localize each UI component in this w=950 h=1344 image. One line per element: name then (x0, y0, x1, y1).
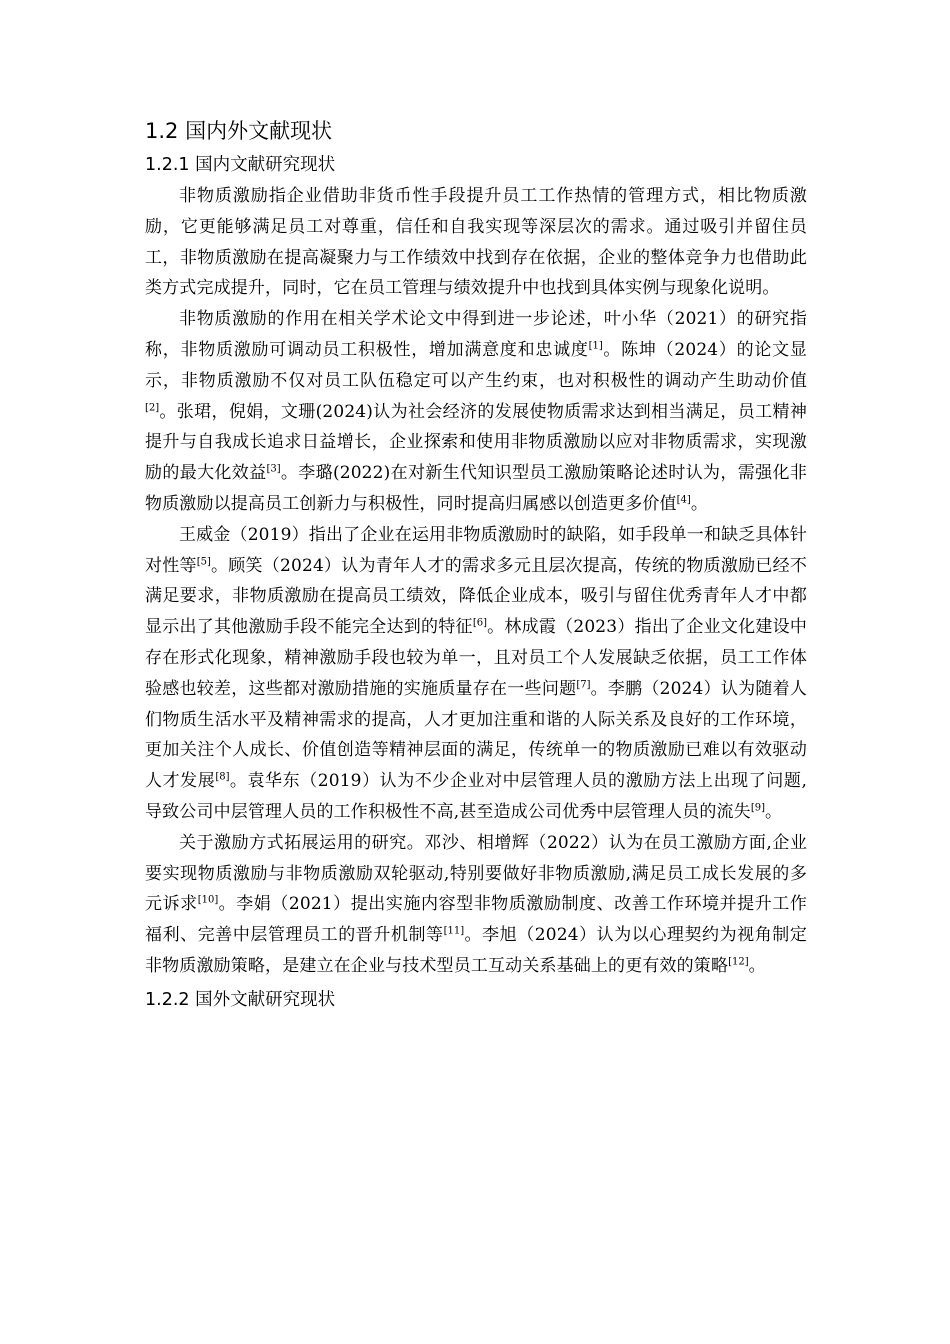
citation-marker: [1] (588, 340, 603, 352)
paragraph-text: 。李鹏（2024）认为随着人们物质生活水平及精神需求的提高，人才更加注重和谐的人际关系及良好的工作环境，更加关注个人成长、价值创造等精神层面的满足，传统单一的物质激励已难以有效驱动人才发展 (145, 678, 807, 792)
paragraph-text: 。李旭（2024）认为以心理契约为视角制定非物质激励策略，是建立在企业与技术型员工互动关系基础上的更有效的策略 (145, 925, 807, 976)
document-page (145, 113, 807, 1016)
paragraph-text: 。林成霞（2023）指出了企业文化建设中存在形式化现象，精神激励手段也较为单一，且对员工个人发展缺乏依据，员工工作体验感也较差，这些都对激励措施的实施质量存在一些问题 (145, 617, 807, 699)
citation-marker: [2] (145, 401, 160, 413)
citation-marker: [9] (750, 802, 765, 814)
paragraph-text: 。张珺，倪娟，文珊(2024)认为社会经济的发展使物质需求达到相当满足，员工精神提升与自我成长追求日益增长，企业探索和使用非物质激励以应对非物质需求，实现激励的最大化效益 (145, 401, 807, 484)
paragraph (145, 828, 807, 982)
paragraph-text: 。 (690, 493, 708, 514)
paragraph-text: 王威金（2019）指出了企业在运用非物质激励时的缺陷，如手段单一和缺乏具体针对性等 (145, 524, 807, 576)
section-heading: 1.2 国内外文献现状 (145, 119, 333, 143)
paragraph-text: 。袁华东（2019）认为不少企业对中层管理人员的激励方法上出现了问题,导致公司中层管理人员的工作积极性不高,甚至造成公司优秀中层管理人员的流失 (145, 771, 807, 822)
subsection-heading-domestic: 1.2.1 国内文献研究现状 (145, 155, 336, 175)
citation-marker: [6] (472, 617, 487, 629)
citation-marker: [8] (215, 771, 230, 783)
paragraph-text: 。陈坤（2024）的论文显示，非物质激励不仅对员工队伍稳定可以产生约束，也对积极性的调动产生助动价值 (145, 339, 808, 391)
citation-marker: [3] (266, 463, 281, 475)
paragraph (145, 181, 807, 304)
citation-marker: [7] (576, 679, 591, 691)
paragraph-text: 。 (748, 955, 766, 976)
subsection-heading-foreign: 1.2.2 国外文献研究现状 (145, 989, 336, 1010)
citation-marker: [11] (443, 925, 465, 937)
paragraph (145, 304, 807, 520)
paragraph-text: 。李璐(2022)在对新生代知识型员工激励策略论述时认为，需强化非物质激励以提高员工创新力与积极性，同时提高归属感以创造更多价值 (145, 463, 807, 514)
paragraph-text: 非物质激励指企业借助非货币性手段提升员工工作热情的管理方式，相比物质激励，它更能够满足员工对尊重，信任和自我实现等深层次的需求。通过吸引并留住员工，非物质激励在提高凝聚力与工作绩效中找到存在依据，企业的整体竞争力也借助此类方式完成提升，同时，它在员工管理与绩效提升中也找到具体实例与现象化说明。 (145, 186, 807, 299)
paragraph (145, 520, 807, 828)
paragraph-text: 。 (764, 801, 783, 822)
citation-marker: [10] (197, 894, 219, 906)
citation-marker: [12] (728, 956, 749, 968)
paragraph-text: 关于激励方式拓展运用的研究。邓沙、相增辉（2022）认为在员工激励方面,企业要实现物质激励与非物质激励双轮驱动,特别要做好非物质激励,满足员工成长发展的多元诉求 (145, 832, 807, 915)
paragraph-text: 。顾笑（2024）认为青年人才的需求多元且层次提高，传统的物质激励已经不满足要求，非物质激励在提高员工绩效，降低企业成本，吸引与留住优秀青年人才中都显示出了其他激励手段不能完全达到的特征 (145, 555, 807, 638)
citation-marker: [4] (676, 494, 691, 506)
citation-marker: [5] (196, 555, 211, 567)
paragraph-text: 非物质激励的作用在相关学术论文中得到进一步论述，叶小华（2021）的研究指称，非物质激励可调动员工积极性，增加满意度和忠诚度 (145, 309, 807, 360)
paragraph-text: 。李娟（2021）提出实施内容型非物质激励制度、改善工作环境并提升工作福利、完善中层管理员工的晋升机制等 (145, 894, 808, 946)
